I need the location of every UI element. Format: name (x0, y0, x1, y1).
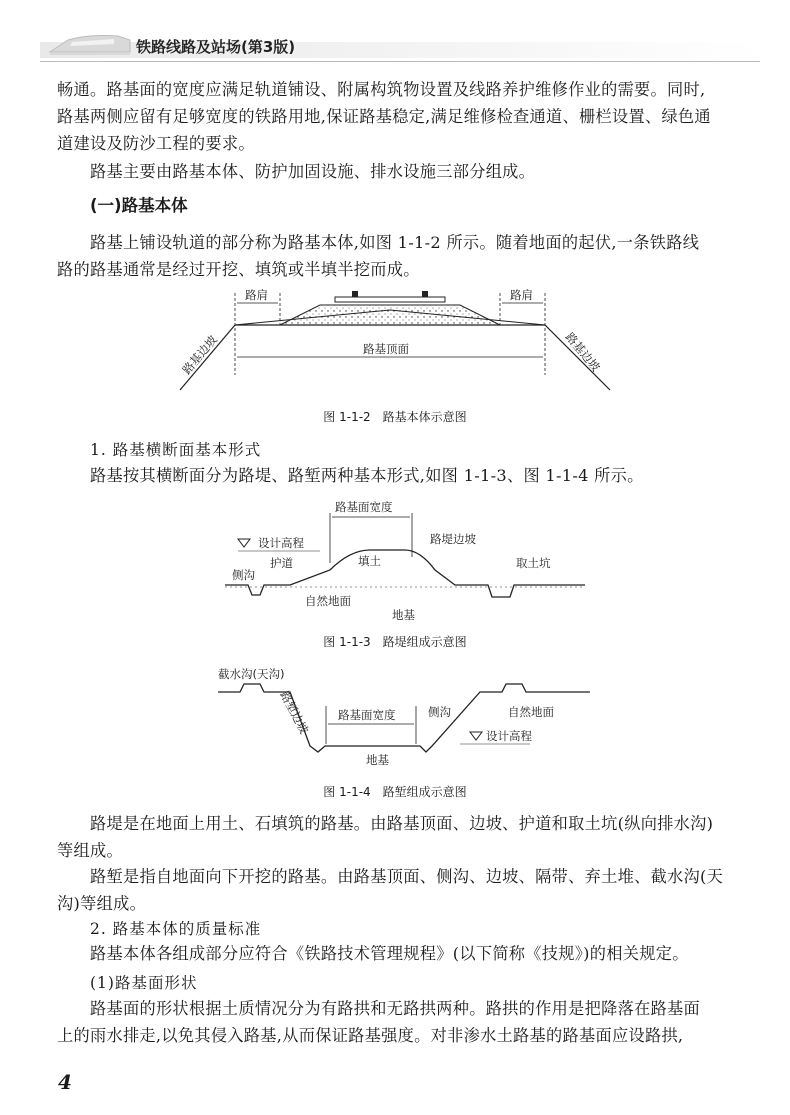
figure-caption: 图 1-1-2 路基本体示意图 (323, 410, 467, 424)
paragraph-2 (57, 158, 733, 185)
ballast-bed (280, 305, 500, 325)
paragraph-6 (57, 863, 733, 917)
subgrade-width-label: 路基面宽度 (338, 708, 396, 722)
text-line: 路基面的形状根据土质情况分为有路拱和无路拱两种。路拱的作用是把降落在路基面 (90, 999, 701, 1018)
train-icon (48, 30, 132, 60)
shoulder-left-label: 路肩 (245, 288, 268, 302)
cutting-slope-label: 路堑边坡 (277, 688, 312, 737)
design-elevation-label: 设计高程 (486, 729, 532, 743)
paragraph-3 (57, 229, 733, 283)
paragraph-4 (57, 462, 733, 489)
figure-caption: 图 1-1-4 路堑组成示意图 (323, 785, 467, 799)
rail-left (352, 291, 358, 297)
embankment-outline (180, 325, 610, 390)
fill-label: 填土 (358, 554, 381, 568)
text-line: 路基按其横断面分为路堤、路堑两种基本形式,如图 1-1-3、图 1-1-4 所示。 (90, 466, 644, 485)
figure-embankment (220, 495, 590, 625)
side-ditch-label: 侧沟 (428, 705, 451, 719)
design-elevation-label: 设计高程 (258, 536, 304, 550)
foundation-label: 地基 (366, 753, 389, 767)
text-line: 上的雨水排走,以免其侵入路基,从而保证路基强度。对非渗水土路基的路基面应设路拱, (57, 1026, 684, 1045)
text-line: 沟)等组成。 (57, 894, 147, 913)
slope-right-label: 路基边坡 (562, 329, 603, 375)
intercepting-ditch-label: 截水沟(天沟) (218, 667, 285, 681)
subgrade-top-label: 路基顶面 (363, 342, 409, 356)
design-elevation-marker (470, 732, 482, 740)
figure-caption: 图 1-1-3 路堤组成示意图 (323, 635, 467, 649)
text-line: 路基两侧应留有足够宽度的铁路用地,保证路基稳定,满足维修检查通道、栅栏设置、绿色通 (57, 107, 711, 126)
text-line: 路基主要由路基本体、防护加固设施、排水设施三部分组成。 (90, 162, 536, 181)
text-line: 畅通。路基面的宽度应满足轨道铺设、附属构筑物设置及线路养护维修作业的需要。同时, (57, 80, 706, 99)
embankment-slope-label: 路堤边坡 (430, 532, 476, 546)
borrow-pit-label: 取土坑 (516, 556, 551, 570)
natural-ground-label: 自然地面 (508, 705, 554, 719)
running-header (40, 28, 760, 64)
shoulder-right-label: 路肩 (510, 288, 533, 302)
text-line: 等组成。 (57, 841, 123, 860)
page-number: 4 (58, 1070, 72, 1094)
subsection-heading: 2. 路基本体的质量标准 (90, 920, 262, 938)
subgrade-width-label: 路基面宽度 (335, 500, 393, 514)
rail-right (422, 291, 428, 297)
side-ditch-label: 侧沟 (232, 568, 255, 582)
section-heading: (一)路基本体 (90, 196, 188, 215)
paragraph-5 (57, 810, 733, 864)
text-line: 路堤是在地面上用土、石填筑的路基。由路基顶面、边坡、护道和取土坑(纵向排水沟) (90, 814, 714, 833)
text-line: 道建设及防沙工程的要求。 (57, 134, 255, 153)
slope-left-label: 路基边坡 (179, 332, 220, 377)
foundation-label: 地基 (392, 608, 415, 622)
text-line: 路基本体各组成部分应符合《铁路技术管理规程》(以下简称《技规》)的相关规定。 (90, 944, 689, 963)
figure-cutting (210, 664, 600, 774)
sleeper (335, 297, 445, 302)
header-title: 铁路线路及站场(第3版) (136, 38, 296, 56)
text-line: 路基上铺设轨道的部分称为路基本体,如图 1-1-2 所示。随着地面的起伏,一条铁路线 (90, 233, 700, 252)
design-elevation-marker (238, 539, 250, 547)
paragraph-8 (57, 995, 733, 1049)
text-line: 路的路基通常是经过开挖、填筑或半填半挖而成。 (57, 260, 420, 279)
header-rule (40, 61, 760, 62)
subsection-heading: 1. 路基横断面基本形式 (90, 441, 262, 459)
paragraph-1 (57, 76, 733, 157)
natural-ground-label: 自然地面 (305, 594, 351, 608)
berm-label: 护道 (270, 556, 293, 570)
figure-subgrade-body (170, 285, 620, 400)
subsection-heading: (1)路基面形状 (90, 974, 198, 992)
text-line: 路堑是指自地面向下开挖的路基。由路基顶面、侧沟、边坡、隔带、弃土堆、截水沟(天 (90, 867, 724, 886)
paragraph-7 (57, 940, 733, 967)
